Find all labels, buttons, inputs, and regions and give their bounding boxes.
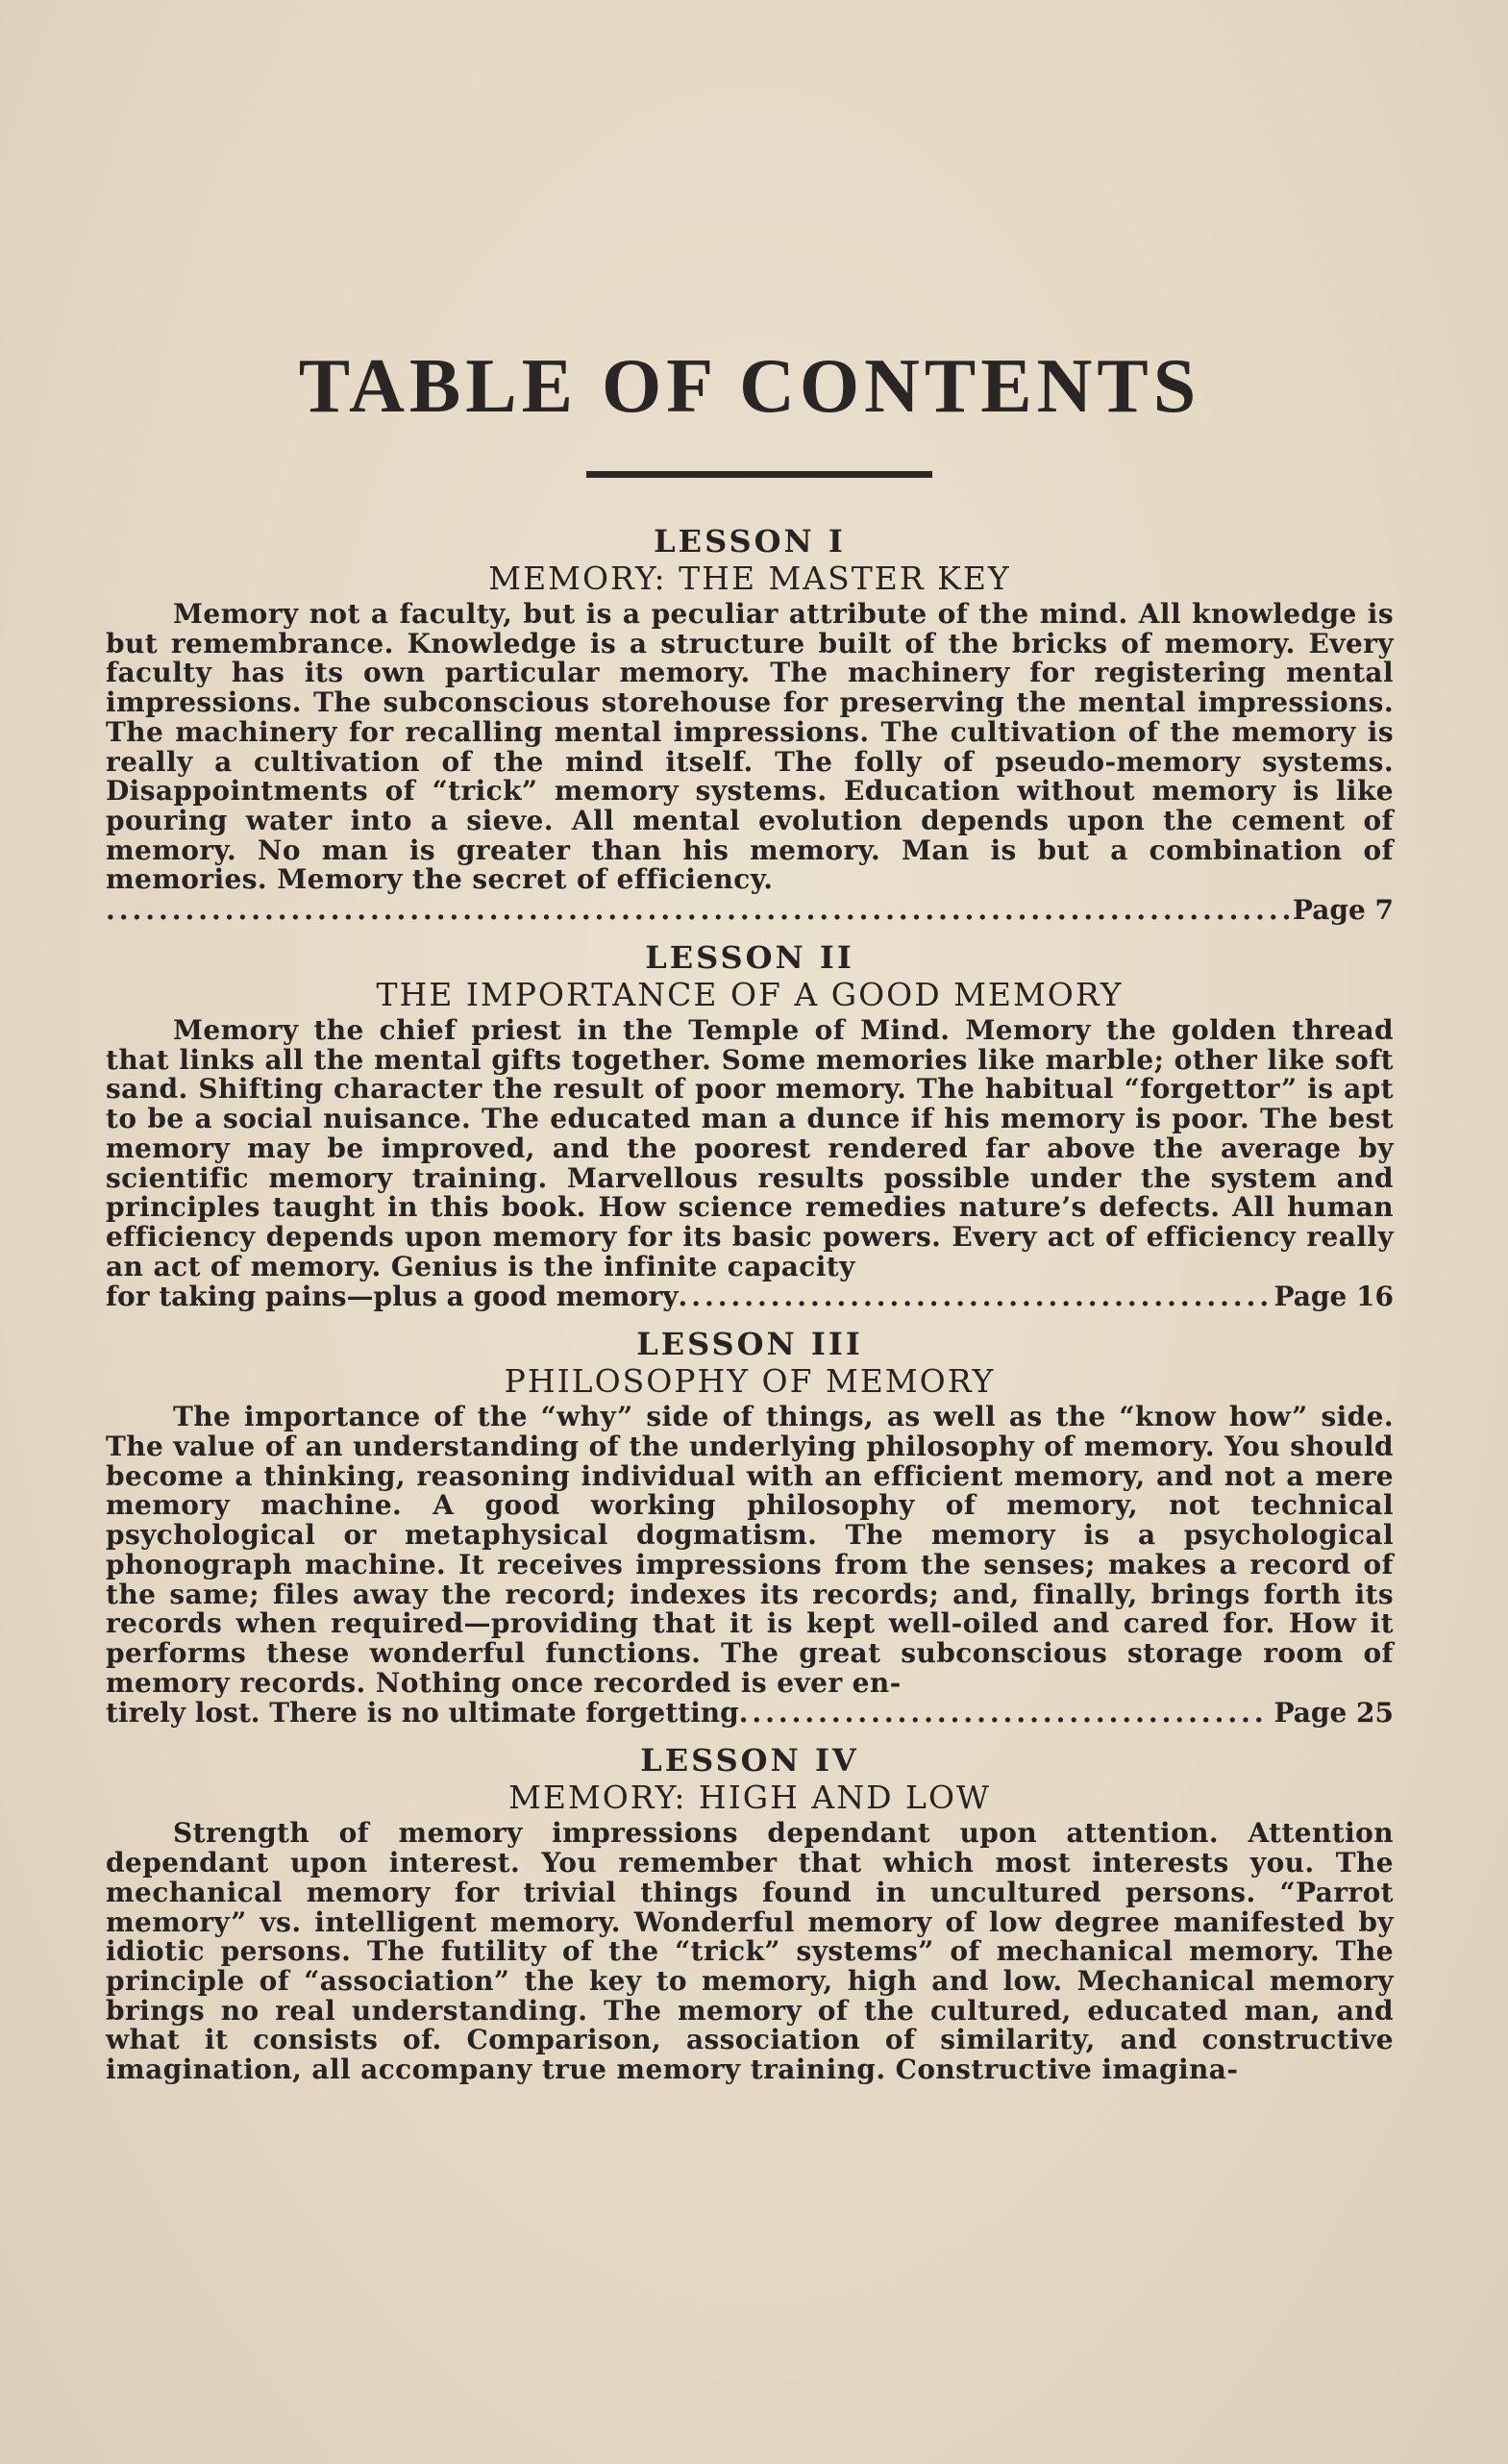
lesson-label: LESSON II <box>645 939 854 977</box>
lesson-title: MEMORY: THE MASTER KEY <box>488 560 1011 597</box>
lesson-label: LESSON I <box>654 523 846 560</box>
lesson-summary: The importance of the “why” side of things, as well as the “know how” side. The value of an understanding of the underlying philosophy of memory. You should become a thinking, reasoning individual with an efficient memory, and not a mere memory machine. A good working philosophy of memory, not technical psychological or metaphysical dogmatism. The memory is a psychological phonograph machine. It receives impressions from the senses; makes a record of the same; files away the record; indexes its records; and, finally, brings forth its records when required—providing that it is kept well-oiled and cared for. How it performs these wonderful functions. The great subconscious storage room of memory records. Nothing once recorded is ever en- <box>106 1401 1394 1699</box>
lesson-2 <box>106 939 1394 1312</box>
lesson-3 <box>106 1326 1394 1729</box>
page-reference-line <box>106 895 1394 926</box>
lesson-title: THE IMPORTANCE OF A GOOD MEMORY <box>376 976 1124 1014</box>
lesson-summary: Memory not a faculty, but is a peculiar attribute of the mind. All knowledge is but remembrance. Knowledge is a structure built of the bricks of memory. Every faculty has its own particular memory. The machinery for registering mental impressions. The subconscious storehouse for preserving the mental impressions. The machinery for recalling mental impressions. The cultivation of the memory is really a cultivation of the mind itself. The folly of pseudo-memory systems. Disappointments of “trick” memory systems. Education without memory is like pouring water into a sieve. All mental evolution depends upon the cement of memory. No man is greater than his memory. Man is but a combination of memories. Memory the secret of efficiency. <box>106 598 1394 896</box>
lesson-label: LESSON IV <box>640 1742 859 1780</box>
dot-leader <box>679 1282 1271 1312</box>
summary-tail: tirely lost. There is no ultimate forgetting <box>106 1697 739 1730</box>
page-reference: Page 25 <box>1273 1697 1394 1730</box>
lessons-list <box>106 523 1394 2099</box>
summary-tail: for taking pains—plus a good memory <box>106 1281 679 1313</box>
page-reference: Page 16 <box>1273 1281 1394 1313</box>
lesson-1 <box>106 523 1394 926</box>
lesson-label: LESSON III <box>636 1326 863 1363</box>
page-reference-line <box>106 1698 1394 1729</box>
dot-leader <box>739 1698 1271 1729</box>
lesson-summary: Memory the chief priest in the Temple of Mind. Memory the golden thread that links all the mental gifts together. Some memories like marble; other like soft sand. Shifting character the result of poor memory. The habitual “forgettor” is apt to be a social nuisance. The educated man a dunce if his memory is poor. The best memory may be improved, and the poorest rendered far above the average by scientific memory training. Marvellous results possible under the system and principles taught in this book. How science remedies nature’s defects. All human efficiency depends upon memory for its basic powers. Every act of efficiency really an act of memory. Genius is the infinite capacity <box>106 1014 1394 1282</box>
lesson-4 <box>106 1742 1394 2084</box>
lesson-title: PHILOSOPHY OF MEMORY <box>504 1362 996 1401</box>
lesson-title: MEMORY: HIGH AND LOW <box>508 1779 991 1817</box>
page-reference-line <box>106 1282 1394 1312</box>
page-reference: Page 7 <box>1292 894 1394 927</box>
title-rule <box>586 471 932 478</box>
dot-leader <box>106 895 1289 926</box>
lesson-summary: Strength of memory impressions dependant upon attention. Attention dependant upon interest. You remember that which most interests you. The mechanical memory for trivial things found in uncultured persons. “Parrot memory” vs. intelligent memory. Wonderful memory of low degree manifested by idiotic persons. The futility of the “trick” systems” of mechanical memory. The principle of “association” the key to memory, high and low. Mechanical memory brings no real understanding. The memory of the cultured, educated man, and what it consists of. Comparison, association of similarity, and constructive imagination, all accompany true memory training. Constructive imagina- <box>106 1817 1394 2086</box>
page-title: TABLE OF CONTENTS <box>298 344 1201 429</box>
